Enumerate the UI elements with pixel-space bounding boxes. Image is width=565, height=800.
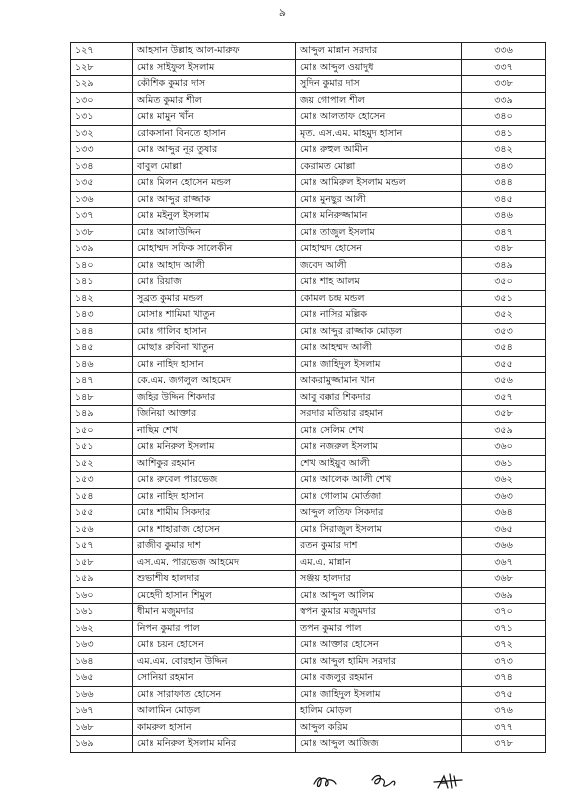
name-cell: মোঃ সারাফাত হোসেন <box>133 686 296 703</box>
table-row <box>71 554 546 571</box>
table-row <box>71 521 546 538</box>
father-name-cell: মোঃ মনিরুজ্জামান <box>296 208 462 225</box>
name-cell: এম.এম. বোরহান উদ্দিন <box>133 653 296 670</box>
father-name-cell: মোঃ গোলাম মোর্তজা <box>296 488 462 505</box>
father-name-cell: কোমল চন্দ্র মন্ডল <box>296 290 462 307</box>
serial-cell: ১৩১ <box>71 109 133 126</box>
roll-cell: ৩৬৩ <box>462 488 546 505</box>
serial-cell: ১৩৯ <box>71 241 133 258</box>
serial-cell: ১৩৮ <box>71 224 133 241</box>
serial-cell: ১৫১ <box>71 439 133 456</box>
name-cell: আলামিন মোড়ল <box>133 703 296 720</box>
roll-cell: ৩৭৩ <box>462 653 546 670</box>
serial-cell: ১৬৬ <box>71 686 133 703</box>
roll-cell: ৩৬২ <box>462 472 546 489</box>
table-row <box>71 538 546 555</box>
father-name-cell: সুদিন কুমার দাস <box>296 76 462 93</box>
name-cell: আহসান উল্লাহ আল-মারুফ <box>133 43 296 60</box>
table-row <box>71 59 546 76</box>
roll-cell: ৩৬৮ <box>462 571 546 588</box>
father-name-cell: কেরামত মোল্লা <box>296 158 462 175</box>
serial-cell: ১২৭ <box>71 43 133 60</box>
table-row <box>71 587 546 604</box>
table-row <box>71 109 546 126</box>
father-name-cell: আব্দুল লতিফ সিকদার <box>296 505 462 522</box>
table-row <box>71 257 546 274</box>
father-name-cell: মোঃ জাহিদুল ইসলাম <box>296 356 462 373</box>
table-row <box>71 158 546 175</box>
serial-cell: ১৪৯ <box>71 406 133 423</box>
father-name-cell: মোঃ আলেক আলী শেখ <box>296 472 462 489</box>
serial-cell: ১৩২ <box>71 125 133 142</box>
father-name-cell: মোঃ আব্দুল হামিদ সরদার <box>296 653 462 670</box>
name-cell: কামরুল হাসান <box>133 719 296 736</box>
father-name-cell: মোঃ আব্দুল ওয়াদুধ <box>296 59 462 76</box>
table-row <box>71 175 546 192</box>
table-row <box>71 307 546 324</box>
roll-cell: ৩৪৪ <box>462 175 546 192</box>
table-row <box>71 191 546 208</box>
roll-cell: ৩৭২ <box>462 637 546 654</box>
roll-cell: ৩৫২ <box>462 307 546 324</box>
name-cell: নিপন কুমার পাল <box>133 620 296 637</box>
name-cell: কৌশিক কুমার দাস <box>133 76 296 93</box>
serial-cell: ১৪৫ <box>71 340 133 357</box>
father-name-cell: তপন কুমার পাল <box>296 620 462 637</box>
father-name-cell: মোঃ রুহুল আমীন <box>296 142 462 159</box>
name-cell: এস.এম. পারভেজ আহমেদ <box>133 554 296 571</box>
roll-cell: ৩৭৫ <box>462 686 546 703</box>
roll-cell: ৩৬৯ <box>462 587 546 604</box>
father-name-cell: স্বপন কুমার মজুমদার <box>296 604 462 621</box>
father-name-cell: জবেদ আলী <box>296 257 462 274</box>
name-cell: মোঃ মনিরুল ইসলাম মনির <box>133 736 296 753</box>
page-number: ৯ <box>278 6 287 19</box>
serial-cell: ১৪২ <box>71 290 133 307</box>
roll-cell: ৩৫৯ <box>462 422 546 439</box>
serial-cell: ১৬৮ <box>71 719 133 736</box>
roll-cell: ৩৫৮ <box>462 406 546 423</box>
table-row <box>71 703 546 720</box>
table-row <box>71 653 546 670</box>
serial-cell: ১২৮ <box>71 59 133 76</box>
father-name-cell: মোঃ বজলুর রহমান <box>296 670 462 687</box>
father-name-cell: মোঃ মুনছুর আলী <box>296 191 462 208</box>
serial-cell: ১৩৫ <box>71 175 133 192</box>
serial-cell: ১৪৩ <box>71 307 133 324</box>
name-cell: মোঃ নাহিদ হাসান <box>133 356 296 373</box>
serial-cell: ১৬৪ <box>71 653 133 670</box>
roll-cell: ৩৬১ <box>462 455 546 472</box>
table-row <box>71 142 546 159</box>
table-row <box>71 620 546 637</box>
roll-cell: ৩৭৬ <box>462 703 546 720</box>
father-name-cell: জয় গোপাল শীল <box>296 92 462 109</box>
father-name-cell: মোঃ নজরুল ইসলাম <box>296 439 462 456</box>
table-row <box>71 637 546 654</box>
signatures <box>310 770 510 794</box>
table-row <box>71 224 546 241</box>
roll-cell: ৩৭১ <box>462 620 546 637</box>
roll-cell: ৩৬০ <box>462 439 546 456</box>
table-row <box>71 488 546 505</box>
father-name-cell: মোঃ আব্দুর রাজ্জাক মোড়ল <box>296 323 462 340</box>
roll-cell: ৩৬৭ <box>462 554 546 571</box>
father-name-cell: মোঃ আক্তার হোসেন <box>296 637 462 654</box>
roll-cell: ৩৪৩ <box>462 158 546 175</box>
roll-cell: ৩৬৪ <box>462 505 546 522</box>
table-row <box>71 373 546 390</box>
name-cell: মোহাম্মদ সফিক সালেকীন <box>133 241 296 258</box>
roll-cell: ৩৩৮ <box>462 76 546 93</box>
name-cell: রাজীব কুমার দাশ <box>133 538 296 555</box>
serial-cell: ১৫৪ <box>71 488 133 505</box>
name-cell: মোঃ আহাদ আলী <box>133 257 296 274</box>
candidate-table-body <box>71 43 546 753</box>
name-cell: মোঃ মইনুল ইসলাম <box>133 208 296 225</box>
name-cell: বাবুল মোল্লা <box>133 158 296 175</box>
signature-3 <box>434 774 462 788</box>
table-row <box>71 670 546 687</box>
father-name-cell: এম.এ. মান্নান <box>296 554 462 571</box>
serial-cell: ১৬৯ <box>71 736 133 753</box>
serial-cell: ১৬৫ <box>71 670 133 687</box>
roll-cell: ৩৭৪ <box>462 670 546 687</box>
name-cell: মোঃ সাইফুল ইসলাম <box>133 59 296 76</box>
table-row <box>71 389 546 406</box>
table-row <box>71 422 546 439</box>
table-row <box>71 439 546 456</box>
table-row <box>71 604 546 621</box>
roll-cell: ৩৫৬ <box>462 373 546 390</box>
signature-1 <box>314 778 336 787</box>
roll-cell: ৩৭৮ <box>462 736 546 753</box>
serial-cell: ১৫৫ <box>71 505 133 522</box>
roll-cell: ৩৪৮ <box>462 241 546 258</box>
serial-cell: ১৪০ <box>71 257 133 274</box>
father-name-cell: শেখ আইয়ুব আলী <box>296 455 462 472</box>
name-cell: জিনিয়া আক্তার <box>133 406 296 423</box>
serial-cell: ১৩০ <box>71 92 133 109</box>
father-name-cell: মোঃ আমিরুল ইসলাম মন্ডল <box>296 175 462 192</box>
serial-cell: ১৬৭ <box>71 703 133 720</box>
roll-cell: ৩৭০ <box>462 604 546 621</box>
father-name-cell: মোঃ নাসির মল্লিক <box>296 307 462 324</box>
serial-cell: ১৪৮ <box>71 389 133 406</box>
name-cell: রোকসানা বিনতে হাসান <box>133 125 296 142</box>
roll-cell: ৩৫৫ <box>462 356 546 373</box>
name-cell: সুব্রত কুমার মন্ডল <box>133 290 296 307</box>
name-cell: মেহেদী হাসান শিমুল <box>133 587 296 604</box>
roll-cell: ৩৪৭ <box>462 224 546 241</box>
table-row <box>71 323 546 340</box>
serial-cell: ১৬২ <box>71 620 133 637</box>
name-cell: মোঃ গালিব হাসান <box>133 323 296 340</box>
roll-cell: ৩৫১ <box>462 290 546 307</box>
table-row <box>71 406 546 423</box>
serial-cell: ১৫৮ <box>71 554 133 571</box>
serial-cell: ১৩৩ <box>71 142 133 159</box>
serial-cell: ১৪১ <box>71 274 133 291</box>
father-name-cell: মোঃ আলতাফ হোসেন <box>296 109 462 126</box>
father-name-cell: হালিম মোড়ল <box>296 703 462 720</box>
father-name-cell: আব্দুল মান্নান সরদার <box>296 43 462 60</box>
roll-cell: ৩৫০ <box>462 274 546 291</box>
serial-cell: ১৪৪ <box>71 323 133 340</box>
serial-cell: ১৬০ <box>71 587 133 604</box>
table-row <box>71 125 546 142</box>
roll-cell: ৩৪২ <box>462 142 546 159</box>
father-name-cell: মৃত. এস.এম. মাহমুদ হাসান <box>296 125 462 142</box>
roll-cell: ৩৪১ <box>462 125 546 142</box>
name-cell: আশিকুর রহমান <box>133 455 296 472</box>
name-cell: মোঃ মনিরুল ইসলাম <box>133 439 296 456</box>
serial-cell: ১৫৯ <box>71 571 133 588</box>
roll-cell: ৩৫৩ <box>462 323 546 340</box>
serial-cell: ১৬১ <box>71 604 133 621</box>
father-name-cell: আবু বক্কার শিকদার <box>296 389 462 406</box>
serial-cell: ১৪৬ <box>71 356 133 373</box>
table-row <box>71 340 546 357</box>
table-row <box>71 274 546 291</box>
name-cell: কে.এম. জগলুল আহমেদ <box>133 373 296 390</box>
name-cell: মোসাঃ শামিমা খাতুন <box>133 307 296 324</box>
serial-cell: ১৫২ <box>71 455 133 472</box>
father-name-cell: মোঃ আহম্মদ আলী <box>296 340 462 357</box>
name-cell: মোঃ মিলন হোসেন মন্ডল <box>133 175 296 192</box>
father-name-cell: মোঃ আব্দুল আজিজ <box>296 736 462 753</box>
table-row <box>71 472 546 489</box>
table-row <box>71 208 546 225</box>
name-cell: মোঃ নাহিদ হাসান <box>133 488 296 505</box>
name-cell: নাছিম শেখ <box>133 422 296 439</box>
table-row <box>71 686 546 703</box>
father-name-cell: মোঃ আব্দুল আলিম <box>296 587 462 604</box>
serial-cell: ১৫৩ <box>71 472 133 489</box>
serial-cell: ১৩৭ <box>71 208 133 225</box>
serial-cell: ১৫৭ <box>71 538 133 555</box>
roll-cell: ৩৩৯ <box>462 92 546 109</box>
name-cell: মোঃ রিয়াজ <box>133 274 296 291</box>
name-cell: মোছাঃ রুবিনা খাতুন <box>133 340 296 357</box>
name-cell: মোঃ শাহারাজ হোসেন <box>133 521 296 538</box>
table-row <box>71 505 546 522</box>
table-row <box>71 356 546 373</box>
name-cell: শুভাশীষ হালদার <box>133 571 296 588</box>
name-cell: মোঃ শামীম সিকদার <box>133 505 296 522</box>
father-name-cell: আকরামুজ্জামান খান <box>296 373 462 390</box>
roll-cell: ৩৪৫ <box>462 191 546 208</box>
serial-cell: ১৫৬ <box>71 521 133 538</box>
serial-cell: ১৩৬ <box>71 191 133 208</box>
name-cell: অমিত কুমার শীল <box>133 92 296 109</box>
father-name-cell: রতন কুমার দাশ <box>296 538 462 555</box>
roll-cell: ৩৬৬ <box>462 538 546 555</box>
father-name-cell: সরদার মতিয়ার রহমান <box>296 406 462 423</box>
table-row <box>71 455 546 472</box>
name-cell: মোঃ রুবেল পারভেজ <box>133 472 296 489</box>
table-row <box>71 241 546 258</box>
table-row <box>71 92 546 109</box>
roll-cell: ৩৪৬ <box>462 208 546 225</box>
roll-cell: ৩৩৬ <box>462 43 546 60</box>
name-cell: জহির উদ্দিন শিকদার <box>133 389 296 406</box>
roll-cell: ৩৫৪ <box>462 340 546 357</box>
name-cell: মোঃ আব্দুর নূর তুষার <box>133 142 296 159</box>
serial-cell: ১৫০ <box>71 422 133 439</box>
serial-cell: ১২৯ <box>71 76 133 93</box>
serial-cell: ১৪৭ <box>71 373 133 390</box>
father-name-cell: মোঃ জাহিদুল ইসলাম <box>296 686 462 703</box>
table-row <box>71 736 546 753</box>
table-row <box>71 43 546 60</box>
name-cell: মোঃ চয়ন হোসেন <box>133 637 296 654</box>
table-row <box>71 719 546 736</box>
father-name-cell: আব্দুল করিম <box>296 719 462 736</box>
father-name-cell: মোঃ সিরাজুল ইসলাম <box>296 521 462 538</box>
name-cell: সোনিয়া রহমান <box>133 670 296 687</box>
serial-cell: ১৬৩ <box>71 637 133 654</box>
father-name-cell: সঞ্জয় হালদার <box>296 571 462 588</box>
name-cell: মোঃ আব্দুর রাজ্জাক <box>133 191 296 208</box>
signature-2 <box>372 776 395 787</box>
serial-cell: ১৩৪ <box>71 158 133 175</box>
roll-cell: ৩৪০ <box>462 109 546 126</box>
name-cell: মোঃ মামুন খাঁন <box>133 109 296 126</box>
roll-cell: ৩৭৭ <box>462 719 546 736</box>
table-row <box>71 290 546 307</box>
roll-cell: ৩৪৯ <box>462 257 546 274</box>
father-name-cell: মোঃ সেলিম শেখ <box>296 422 462 439</box>
roll-cell: ৩৬৫ <box>462 521 546 538</box>
roll-cell: ৩৫৭ <box>462 389 546 406</box>
father-name-cell: মোঃ তাজুল ইসলাম <box>296 224 462 241</box>
table-row <box>71 571 546 588</box>
name-cell: মোঃ আলাউদ্দিন <box>133 224 296 241</box>
roll-cell: ৩৩৭ <box>462 59 546 76</box>
father-name-cell: মোহাম্মদ হোসেন <box>296 241 462 258</box>
candidate-table <box>70 42 546 753</box>
table-row <box>71 76 546 93</box>
father-name-cell: মোঃ শাহ আলম <box>296 274 462 291</box>
name-cell: ধীমান মজুমদার <box>133 604 296 621</box>
